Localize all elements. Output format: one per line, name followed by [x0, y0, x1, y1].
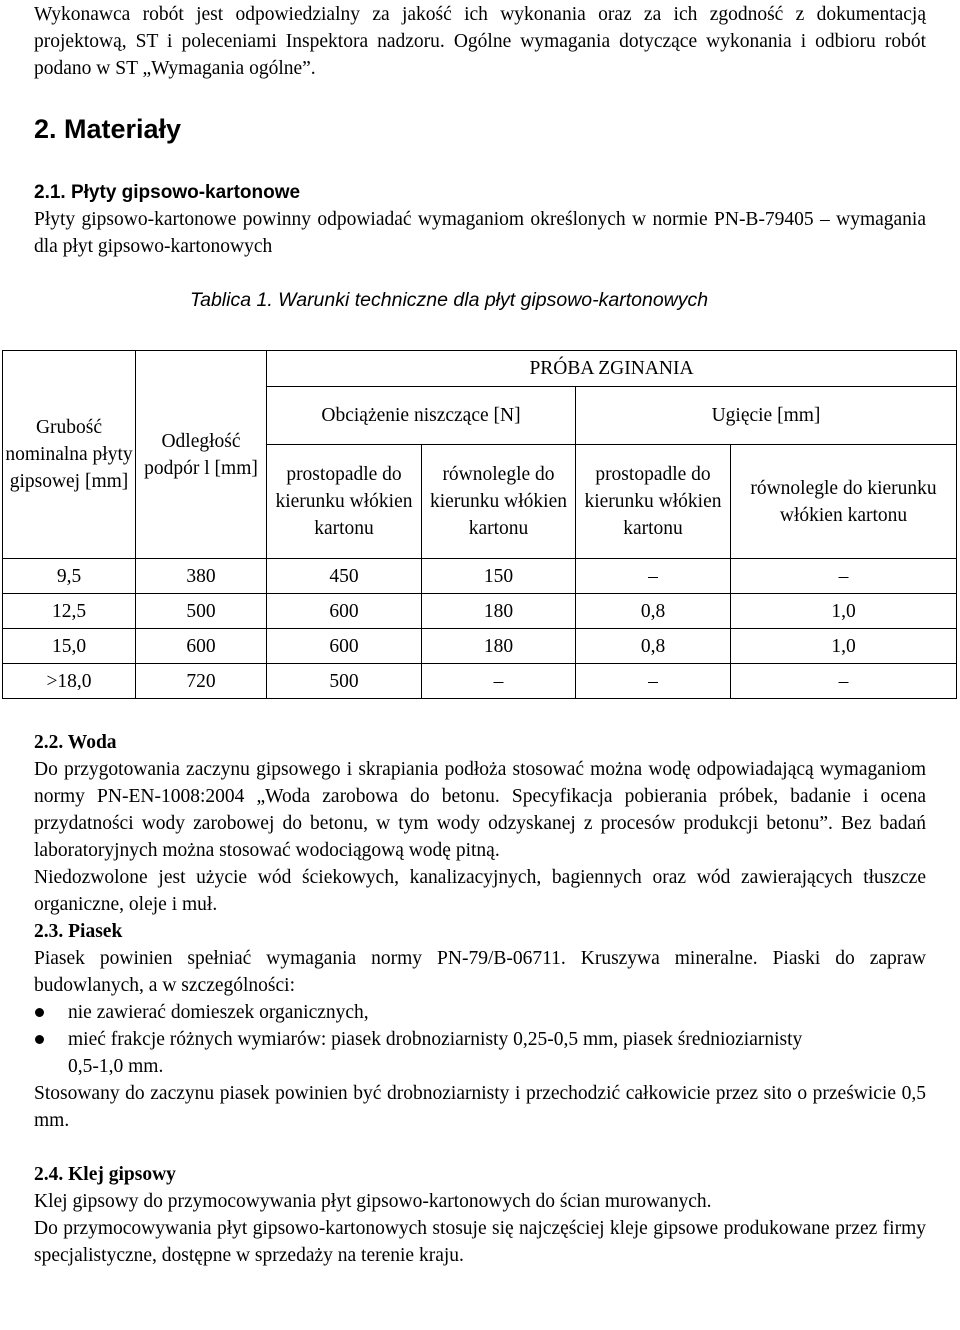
header-thickness: Grubość nominalna płyty gipsowej [mm]	[3, 351, 136, 559]
paragraph-2-3-sand: Piasek powinien spełniać wymagania normy PN-79/B-06711. Kruszywa mineralne. Piaski do zapraw budowlanych, a w szczególności:	[34, 948, 926, 996]
table-cell: 180	[422, 629, 576, 664]
table-cell: 0,8	[576, 594, 731, 629]
header-deflection: Ugięcie [mm]	[576, 387, 957, 445]
table-row	[3, 559, 957, 594]
paragraph-2-3-sieve: Stosowany do zaczynu piasek powinien być drobnoziarnisty i przechodzić całkowicie przez sito o prześwicie 0,5 mm.	[34, 1083, 926, 1131]
table-cell-dash: –	[731, 559, 957, 594]
heading-2-2: 2.2. Woda	[34, 732, 117, 753]
table-cell: 1,0	[731, 594, 957, 629]
table-cell: 12,5	[3, 594, 136, 629]
table-caption: Tablica 1. Warunki techniczne dla płyt gipsowo-kartonowych	[190, 289, 709, 311]
table-cell: 180	[422, 594, 576, 629]
table-cell-dash: –	[576, 664, 731, 699]
table-cell: 450	[267, 559, 422, 594]
header-breaking-load: Obciążenie niszczące [N]	[267, 387, 576, 445]
table-row	[3, 594, 957, 629]
table-row	[3, 629, 957, 664]
header-load-parallel: równolegle do kierunku włókien kartonu	[422, 445, 576, 559]
bullet-icon	[35, 1035, 44, 1044]
section-2-2	[34, 729, 926, 1269]
table-cell: 500	[136, 594, 267, 629]
document-page	[5, 0, 937, 1266]
paragraph-2-1: Płyty gipsowo-kartonowe powinny odpowiadać wymaganiom określonych w normie PN-B-79405 – wymagania dla płyt gipsowo-kartonowych	[34, 209, 926, 257]
paragraph-2-4-usage: Do przymocowywania płyt gipsowo-kartonowych stosuje się najczęściej kleje gipsowe produkowane przez firmy specjalistyczne, dostępne w sprzedaży na terenie kraju.	[34, 1218, 926, 1266]
list-item: mieć frakcje różnych wymiarów: piasek drobnoziarnisty 0,25-0,5 mm, piasek średnioziarnisty 0,5-1,0 mm.	[34, 1026, 926, 1080]
bullet-icon	[35, 1008, 44, 1017]
heading-2-1: 2.1. Płyty gipsowo-kartonowe	[34, 182, 301, 203]
header-bending-test: PRÓBA ZGINANIA	[267, 351, 957, 387]
table-cell: 500	[267, 664, 422, 699]
table-cell: 600	[267, 629, 422, 664]
table-cell: 600	[267, 594, 422, 629]
section-2-1	[34, 179, 926, 260]
header-load-perpendicular: prostopadle do kierunku włókien kartonu	[267, 445, 422, 559]
header-deflection-perpendicular: prostopadle do kierunku włókien kartonu	[576, 445, 731, 559]
paragraph-2-2-water: Do przygotowania zaczynu gipsowego i skrapiania podłoża stosować można wodę odpowiadającą wymaganiom normy PN-EN-1008:2004 „Woda zarobowa do betonu. Specyfikacja pobierania próbek, badanie i ocena przydatności wody zarobowej do betonu, w tym wody odzyskanej z procesów produkcji betonu”. Bez badań laboratoryjnych można stosować wodociągową wodę pitną.	[34, 759, 926, 861]
sand-requirements-list	[34, 999, 926, 1080]
section-title: 2. Materiały	[34, 114, 182, 144]
table-cell: 15,0	[3, 629, 136, 664]
list-item: nie zawierać domieszek organicznych,	[34, 999, 926, 1026]
paragraph-2-2-forbidden: Niedozwolone jest użycie wód ściekowych, kanalizacyjnych, bagiennych oraz wód zawierających tłuszcze organiczne, oleje i muł.	[34, 867, 926, 915]
table-cell: 0,8	[576, 629, 731, 664]
header-span: Odległość podpór l [mm]	[136, 351, 267, 559]
heading-2-3: 2.3. Piasek	[34, 921, 123, 942]
table-cell: 380	[136, 559, 267, 594]
table-cell: 600	[136, 629, 267, 664]
technical-conditions-table	[2, 350, 957, 699]
table-cell: 720	[136, 664, 267, 699]
table-cell: 9,5	[3, 559, 136, 594]
intro-paragraph: Wykonawca robót jest odpowiedzialny za jakość ich wykonania oraz za ich zgodność z dokumentacją projektową, ST i poleceniami Inspektora nadzoru. Ogólne wymagania dotyczące wykonania i odbioru robót podano w ST „Wymagania ogólne”.	[34, 4, 926, 79]
heading-2-4: 2.4. Klej gipsowy	[34, 1164, 176, 1185]
table-row	[3, 664, 957, 699]
table-cell-dash: –	[576, 559, 731, 594]
table-cell-dash: –	[731, 664, 957, 699]
table-cell-dash: –	[422, 664, 576, 699]
paragraph-2-4-glue: Klej gipsowy do przymocowywania płyt gipsowo-kartonowych do ścian murowanych.	[34, 1191, 712, 1212]
table-cell: >18,0	[3, 664, 136, 699]
header-deflection-parallel: równolegle do kierunku włókien kartonu	[731, 445, 957, 559]
table-cell: 1,0	[731, 629, 957, 664]
table-cell: 150	[422, 559, 576, 594]
